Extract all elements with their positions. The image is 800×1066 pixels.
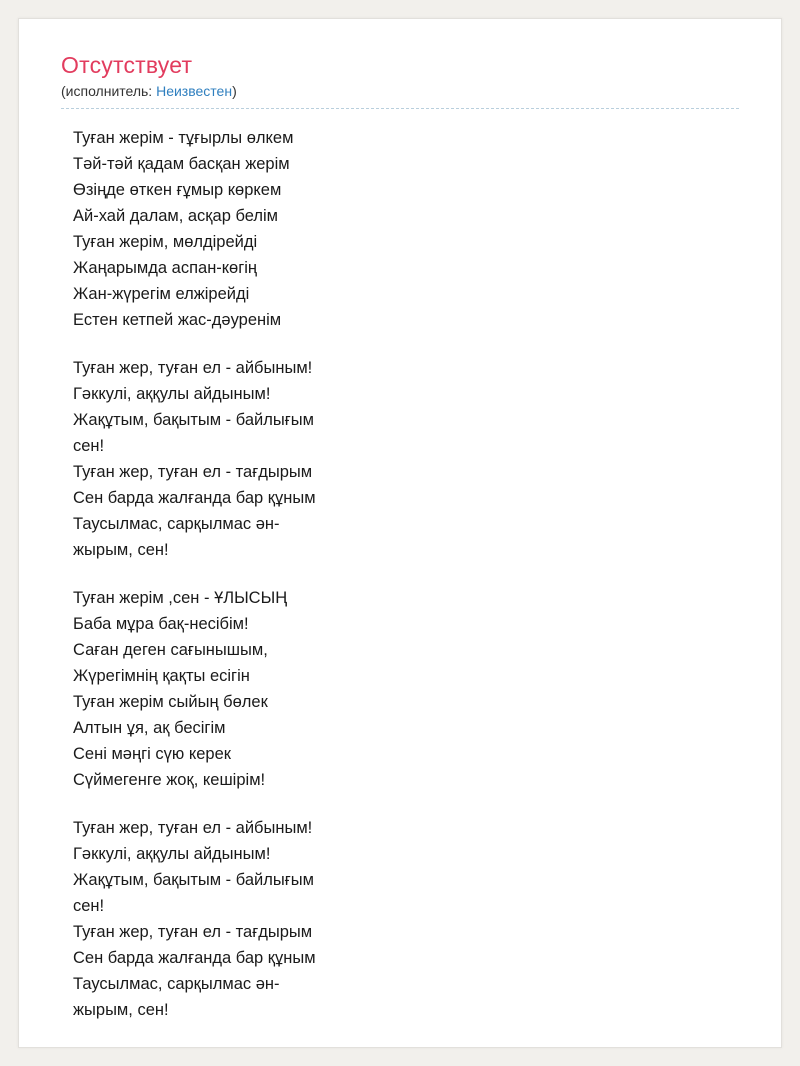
lyrics-verse xyxy=(73,815,739,1023)
lyrics-line: Сен барда жалғанда бар құным xyxy=(73,949,316,967)
lyrics-line: Туған жерім - тұғырлы өлкем xyxy=(73,129,294,147)
lyrics-line: Сүймегенге жоқ, кешірім! xyxy=(73,771,266,789)
lyrics-line: Туған жер, туған ел - айбыным! xyxy=(73,819,313,837)
lyrics-line: Алтын ұя, ақ бесігім xyxy=(73,719,226,737)
lyrics-line: Гәккулі, аққулы айдыным! xyxy=(73,845,271,863)
lyrics-line: жырым, сен! xyxy=(73,541,169,559)
lyrics-verse xyxy=(73,355,739,563)
artist-line xyxy=(61,83,739,109)
artist-suffix-label: ) xyxy=(232,83,237,99)
lyrics-line: Жүрегімнің қақты есігін xyxy=(73,667,250,685)
artist-link[interactable]: Неизвестен xyxy=(156,83,233,99)
lyrics-line: Гәккулі, аққулы айдыным! xyxy=(73,385,271,403)
lyrics-line: Жан-жүрегім елжірейді xyxy=(73,285,250,303)
lyrics-line: Естен кетпей жас-дәуренім xyxy=(73,311,282,329)
lyrics-verse xyxy=(73,125,739,333)
lyrics-verse xyxy=(73,585,739,793)
lyrics-line: Жақұтым, бақытым - байлығым xyxy=(73,871,314,889)
lyrics-line: сен! xyxy=(73,897,105,915)
lyrics-line: Жаңарымда аспан-көгің xyxy=(73,259,257,277)
lyrics-line: Туған жерім сыйың бөлек xyxy=(73,693,268,711)
lyrics-line: Сені мәңгі сүю керек xyxy=(73,745,231,763)
lyrics-line: Жақұтым, бақытым - байлығым xyxy=(73,411,314,429)
lyrics-text xyxy=(61,125,739,1023)
lyrics-line: жырым, сен! xyxy=(73,1001,169,1019)
lyrics-line: сен! xyxy=(73,437,105,455)
lyrics-line: Ай-хай далам, асқар белім xyxy=(73,207,278,225)
lyrics-line: Өзіңде өткен ғұмыр көркем xyxy=(73,181,282,199)
lyrics-line: Таусылмас, сарқылмас ән- xyxy=(73,515,280,533)
paper-sheet xyxy=(18,18,782,1048)
lyrics-line: Саған деген сағынышым, xyxy=(73,641,268,659)
lyrics-line: Туған жерім ,сен - ҰЛЫСЫҢ xyxy=(73,589,288,607)
artist-prefix-label: (исполнитель: xyxy=(61,83,157,99)
lyrics-line: Туған жерім, мөлдірейді xyxy=(73,233,258,251)
lyrics-line: Сен барда жалғанда бар құным xyxy=(73,489,316,507)
page-title: Отсутствует xyxy=(61,52,193,78)
lyrics-line: Туған жер, туған ел - тағдырым xyxy=(73,923,313,941)
lyrics-card xyxy=(33,33,767,1023)
lyrics-line: Таусылмас, сарқылмас ән- xyxy=(73,975,280,993)
lyrics-line: Тәй-тәй қадам басқан жерім xyxy=(73,155,290,173)
lyrics-line: Туған жер, туған ел - тағдырым xyxy=(73,463,313,481)
lyrics-line: Баба мұра бақ-несібім! xyxy=(73,615,249,633)
paper-inner xyxy=(33,33,767,1033)
lyrics-line: Туған жер, туған ел - айбыным! xyxy=(73,359,313,377)
